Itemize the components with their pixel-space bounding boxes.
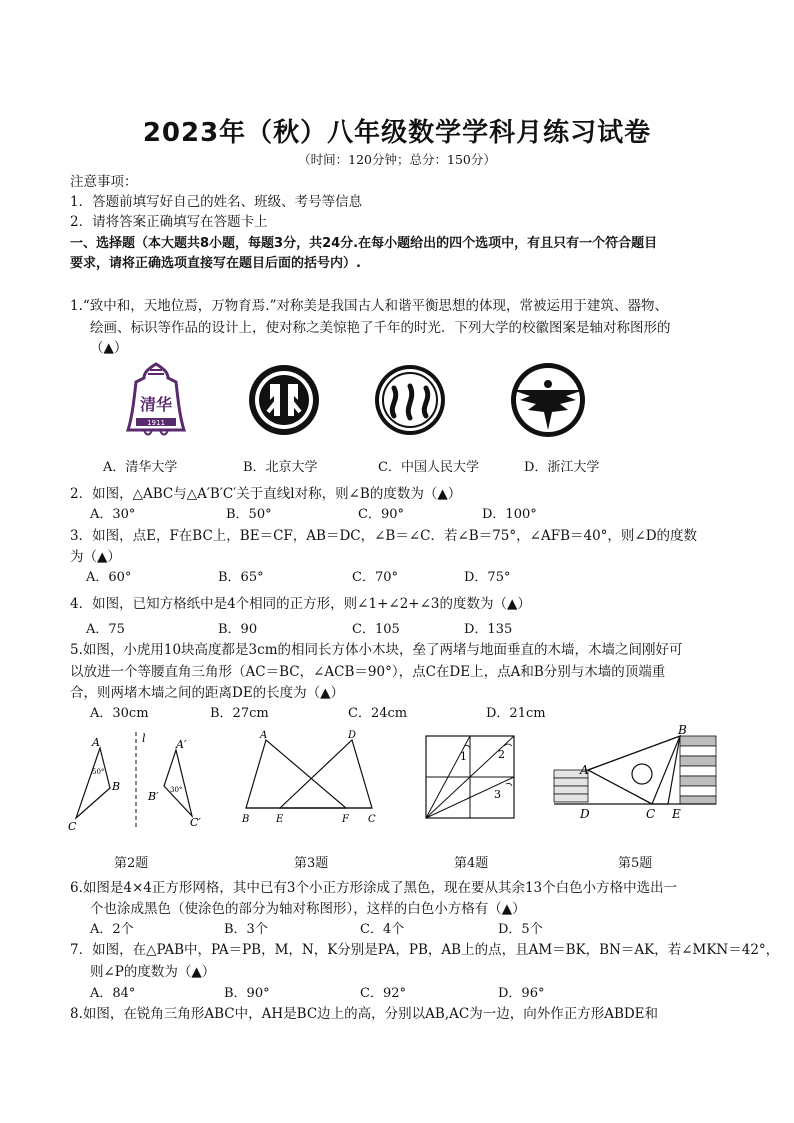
figure-2 [64, 728, 216, 836]
caption-fig5: 第5题 [618, 856, 653, 871]
q6-option-d: D．5个 [498, 922, 543, 937]
fig4-angle-3: 3 [494, 788, 501, 801]
q7-option-a: A．84° [90, 986, 136, 1001]
fig3-label-a: A [260, 730, 268, 741]
q4-option-b: B．90 [218, 622, 258, 637]
fig2-angle-50: 50° [92, 768, 105, 776]
figure-3 [238, 728, 388, 830]
fig2-label-a: A [92, 736, 100, 749]
renmin-logo [372, 362, 448, 438]
q4-text: 4．如图，已知方格纸中是4个相同的正方形，则∠1+∠2+∠3的度数为（▲） [70, 596, 531, 612]
section1-instructions-2: 要求，请将正确选项直接写在题目后面的括号内）. [70, 256, 361, 271]
q7-option-b: B．90° [224, 986, 270, 1001]
q1-option-b: B．北京大学 [243, 460, 318, 475]
fig2-label-a-prime: A′ [176, 738, 187, 751]
notes-heading: 注意事项： [70, 174, 138, 190]
fig3-label-b: B [242, 814, 250, 825]
q3-option-a: A．60° [86, 570, 132, 585]
q3-line-2: 为（▲） [70, 549, 121, 565]
notes-item-1: 1．答题前填写好自己的姓名、班级、考号等信息 [70, 194, 363, 210]
q4-option-d: D．135 [464, 622, 513, 637]
q4-option-c: C．105 [352, 622, 400, 637]
q5-option-a: A．30cm [90, 706, 149, 721]
caption-fig2: 第2题 [114, 856, 149, 871]
fig2-label-b: B [112, 780, 121, 793]
caption-fig4: 第4题 [454, 856, 489, 871]
fig3-label-c: C [368, 814, 376, 825]
q4-option-a: A．75 [86, 622, 125, 637]
fig5-label-c: C [646, 807, 656, 821]
fig2-label-c: C [68, 820, 77, 833]
fig3-label-e: E [276, 814, 284, 825]
q1-option-a: A．清华大学 [103, 460, 178, 475]
section1-instructions-1: 一、选择题（本大题共8小题，每题3分，共24分.在每小题给出的四个选项中，有且只有一个符合题目 [70, 236, 658, 251]
q1-option-d: D．浙江大学 [524, 460, 600, 475]
q2-text: 2．如图，△ABC与△A′B′C′关于直线l对称，则∠B的度数为（▲） [70, 486, 462, 502]
q6-option-b: B．3个 [224, 922, 268, 937]
q6-option-c: C．4个 [360, 922, 405, 937]
page-subtitle: （时间：120分钟；总分：150分） [298, 152, 496, 167]
fig5-label-a: A [580, 763, 589, 777]
q2-option-b: B．50° [226, 507, 272, 522]
fig5-label-d: D [580, 807, 590, 821]
tsinghua-logo-text: 清华 [139, 395, 173, 414]
fig5-label-e: E [672, 807, 681, 821]
tsinghua-logo-year: 1911 [147, 419, 165, 427]
q5-option-b: B．27cm [210, 706, 269, 721]
q8-line-1: 8.如图，在锐角三角形ABC中，AH是BC边上的高，分别以AB,AC为一边，向外作正方形ABDE和 [70, 1006, 659, 1022]
q6-option-a: A．2个 [90, 922, 134, 937]
q3-option-c: C．70° [352, 570, 398, 585]
q2-option-c: C．90° [358, 507, 404, 522]
q5-line-1: 5.如图，小虎用10块高度都是3cm的相同长方体小木块，垒了两堵与地面垂直的木墙，木墙之间刚好可 [70, 642, 683, 658]
figure-4 [424, 734, 520, 824]
q7-option-d: D．96° [498, 986, 545, 1001]
page-title: 2023年（秋）八年级数学学科月练习试卷 [142, 118, 652, 148]
q2-option-d: D．100° [482, 507, 537, 522]
q1-line-2: 绘画、标识等作品的设计上，使对称之美惊艳了千年的时光．下列大学的校徽图案是轴对称图形的 [90, 320, 671, 336]
fig2-label-b-prime: B′ [148, 790, 159, 803]
tsinghua-logo [124, 360, 188, 438]
fig2-label-c-prime: C′ [190, 816, 201, 829]
q1-line-3: （▲） [90, 340, 128, 356]
zju-logo [506, 360, 590, 440]
q7-line-2: 则∠P的度数为（▲） [90, 964, 216, 980]
q6-line-1: 6.如图是4×4正方形网格，其中已有3个小正方形涂成了黑色，现在要从其余13个白色小方格中选出一 [70, 880, 678, 896]
caption-fig3: 第3题 [294, 856, 329, 871]
fig2-label-l: l [142, 732, 146, 745]
figure-5 [550, 722, 722, 822]
fig2-angle-30: 30° [170, 786, 183, 794]
q1-option-c: C．中国人民大学 [378, 460, 479, 475]
q1-line-1: 1.“致中和，天地位焉，万物育焉.”对称美是我国古人和谐平衡思想的体现，常被运用于建筑、器物、 [70, 298, 668, 314]
pku-logo [246, 362, 322, 438]
q7-line-1: 7．如图，在△PAB中，PA＝PB，M，N，K分别是PA，PB，AB上的点，且AM＝BK，BN＝AK，若∠MKN＝42°， [70, 942, 780, 958]
q7-option-c: C．92° [360, 986, 406, 1001]
q5-line-2: 以放进一个等腰直角三角形（AC＝BC，∠ACB＝90°），点C在DE上，点A和B分别与木墙的顶端重 [70, 664, 666, 680]
notes-item-2: 2．请将答案正确填写在答题卡上 [70, 214, 268, 230]
q5-option-c: C．24cm [348, 706, 408, 721]
fig4-angle-2: 2 [498, 748, 505, 761]
fig3-label-f: F [342, 814, 349, 825]
q5-option-d: D．21cm [486, 706, 546, 721]
fig3-label-d: D [348, 730, 357, 741]
q3-option-b: B．65° [218, 570, 264, 585]
fig5-label-b: B [678, 723, 687, 737]
q2-option-a: A．30° [90, 507, 136, 522]
q5-line-3: 合，则两堵木墙之间的距离DE的长度为（▲） [70, 685, 345, 701]
q6-line-2: 个也涂成黑色（使涂色的部分为轴对称图形），这样的白色小方格有（▲） [90, 901, 526, 917]
q3-line-1: 3．如图，点E，F在BC上，BE＝CF，AB＝DC，∠B＝∠C．若∠B＝75°，∠AFB＝40°，则∠D的度数 [70, 528, 698, 544]
fig4-angle-1: 1 [460, 750, 467, 763]
q3-option-d: D．75° [464, 570, 511, 585]
